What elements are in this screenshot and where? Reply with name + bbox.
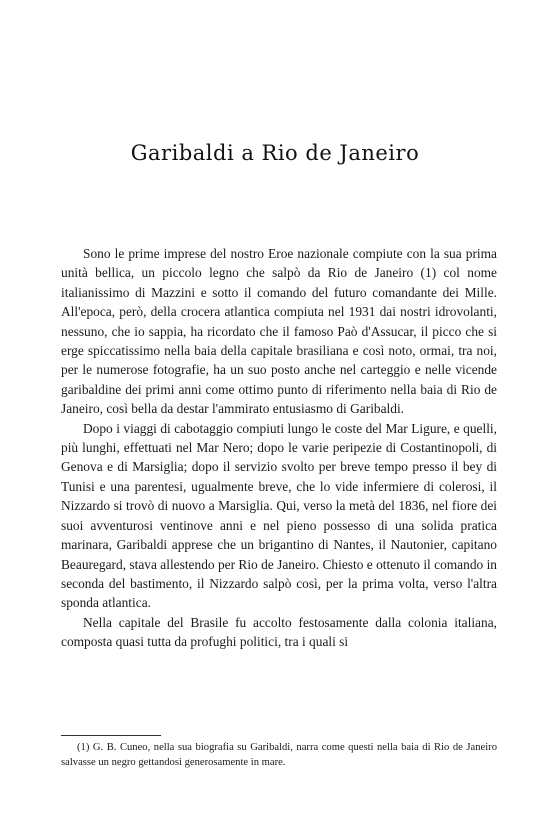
footnote	[61, 740, 497, 770]
paragraph-1: Sono le prime imprese del nostro Eroe nazionale compiute con la sua prima unità bellica, un piccolo legno che salpò da Rio de Janeiro (1) col nome italianissimo di Mazzini e sotto il comando del futuro comandante dei Mille. All'epoca, però, della crocera atlantica compiuta nel 1931 dai nostri idrovolanti, nessuno, che io sappia, ha ricordato che il famoso Paò d'Assucar, il picco che si erge spiccatissimo nella baia della capitale brasiliana e così noto, ormai, tra noi, per le numerose fotografie, ha un suo posto anche nel carteggio e nelle vicende garibaldine dei primi anni come ottimo punto di riferimento nella baia di Rio de Janeiro, così bella da destar l'ammirato entusiasmo di Garibaldi.	[61, 246, 497, 417]
footnote-text: (1) G. B. Cuneo, nella sua biografia su Garibaldi, narra come questi nella baia di Rio de Janeiro salvasse un negro gettandosi generosamente in mare.	[61, 742, 497, 768]
paragraph-2: Dopo i viaggi di cabotaggio compiuti lungo le coste del Mar Ligure, e quelli, più lunghi, effettuati nel Mar Nero; dopo le varie peripezie di Costantinopoli, di Genova e di Marsiglia; dopo il servizio svolto per breve tempo presso il bey di Tunisi e una parentesi, ugualmente breve, che lo vide infermiere di colerosi, il Nizzardo si trovò di nuovo a Marsiglia. Qui, verso la metà del 1836, nel fiore dei suoi avventurosi ventinove anni e nel pieno possesso di una solida pratica marinara, Garibaldi apprese che un brigantino di Nantes, il Nautonier, capitano Beauregard, stava allestendo per Rio de Janeiro. Chiesto e ottenuto il comando in seconda del bastimento, il Nizzardo salpò così, per la prima volta, verso l'altra sponda atlantica.	[61, 420, 497, 611]
paragraph-3: Nella capitale del Brasile fu accolto festosamente dalla colonia italiana, composta quasi tutta da profughi politici, tra i quali si	[61, 614, 497, 650]
body-text	[61, 244, 497, 652]
footnote-divider	[61, 735, 161, 736]
chapter-title: Garibaldi a Rio de Janeiro	[130, 141, 420, 165]
